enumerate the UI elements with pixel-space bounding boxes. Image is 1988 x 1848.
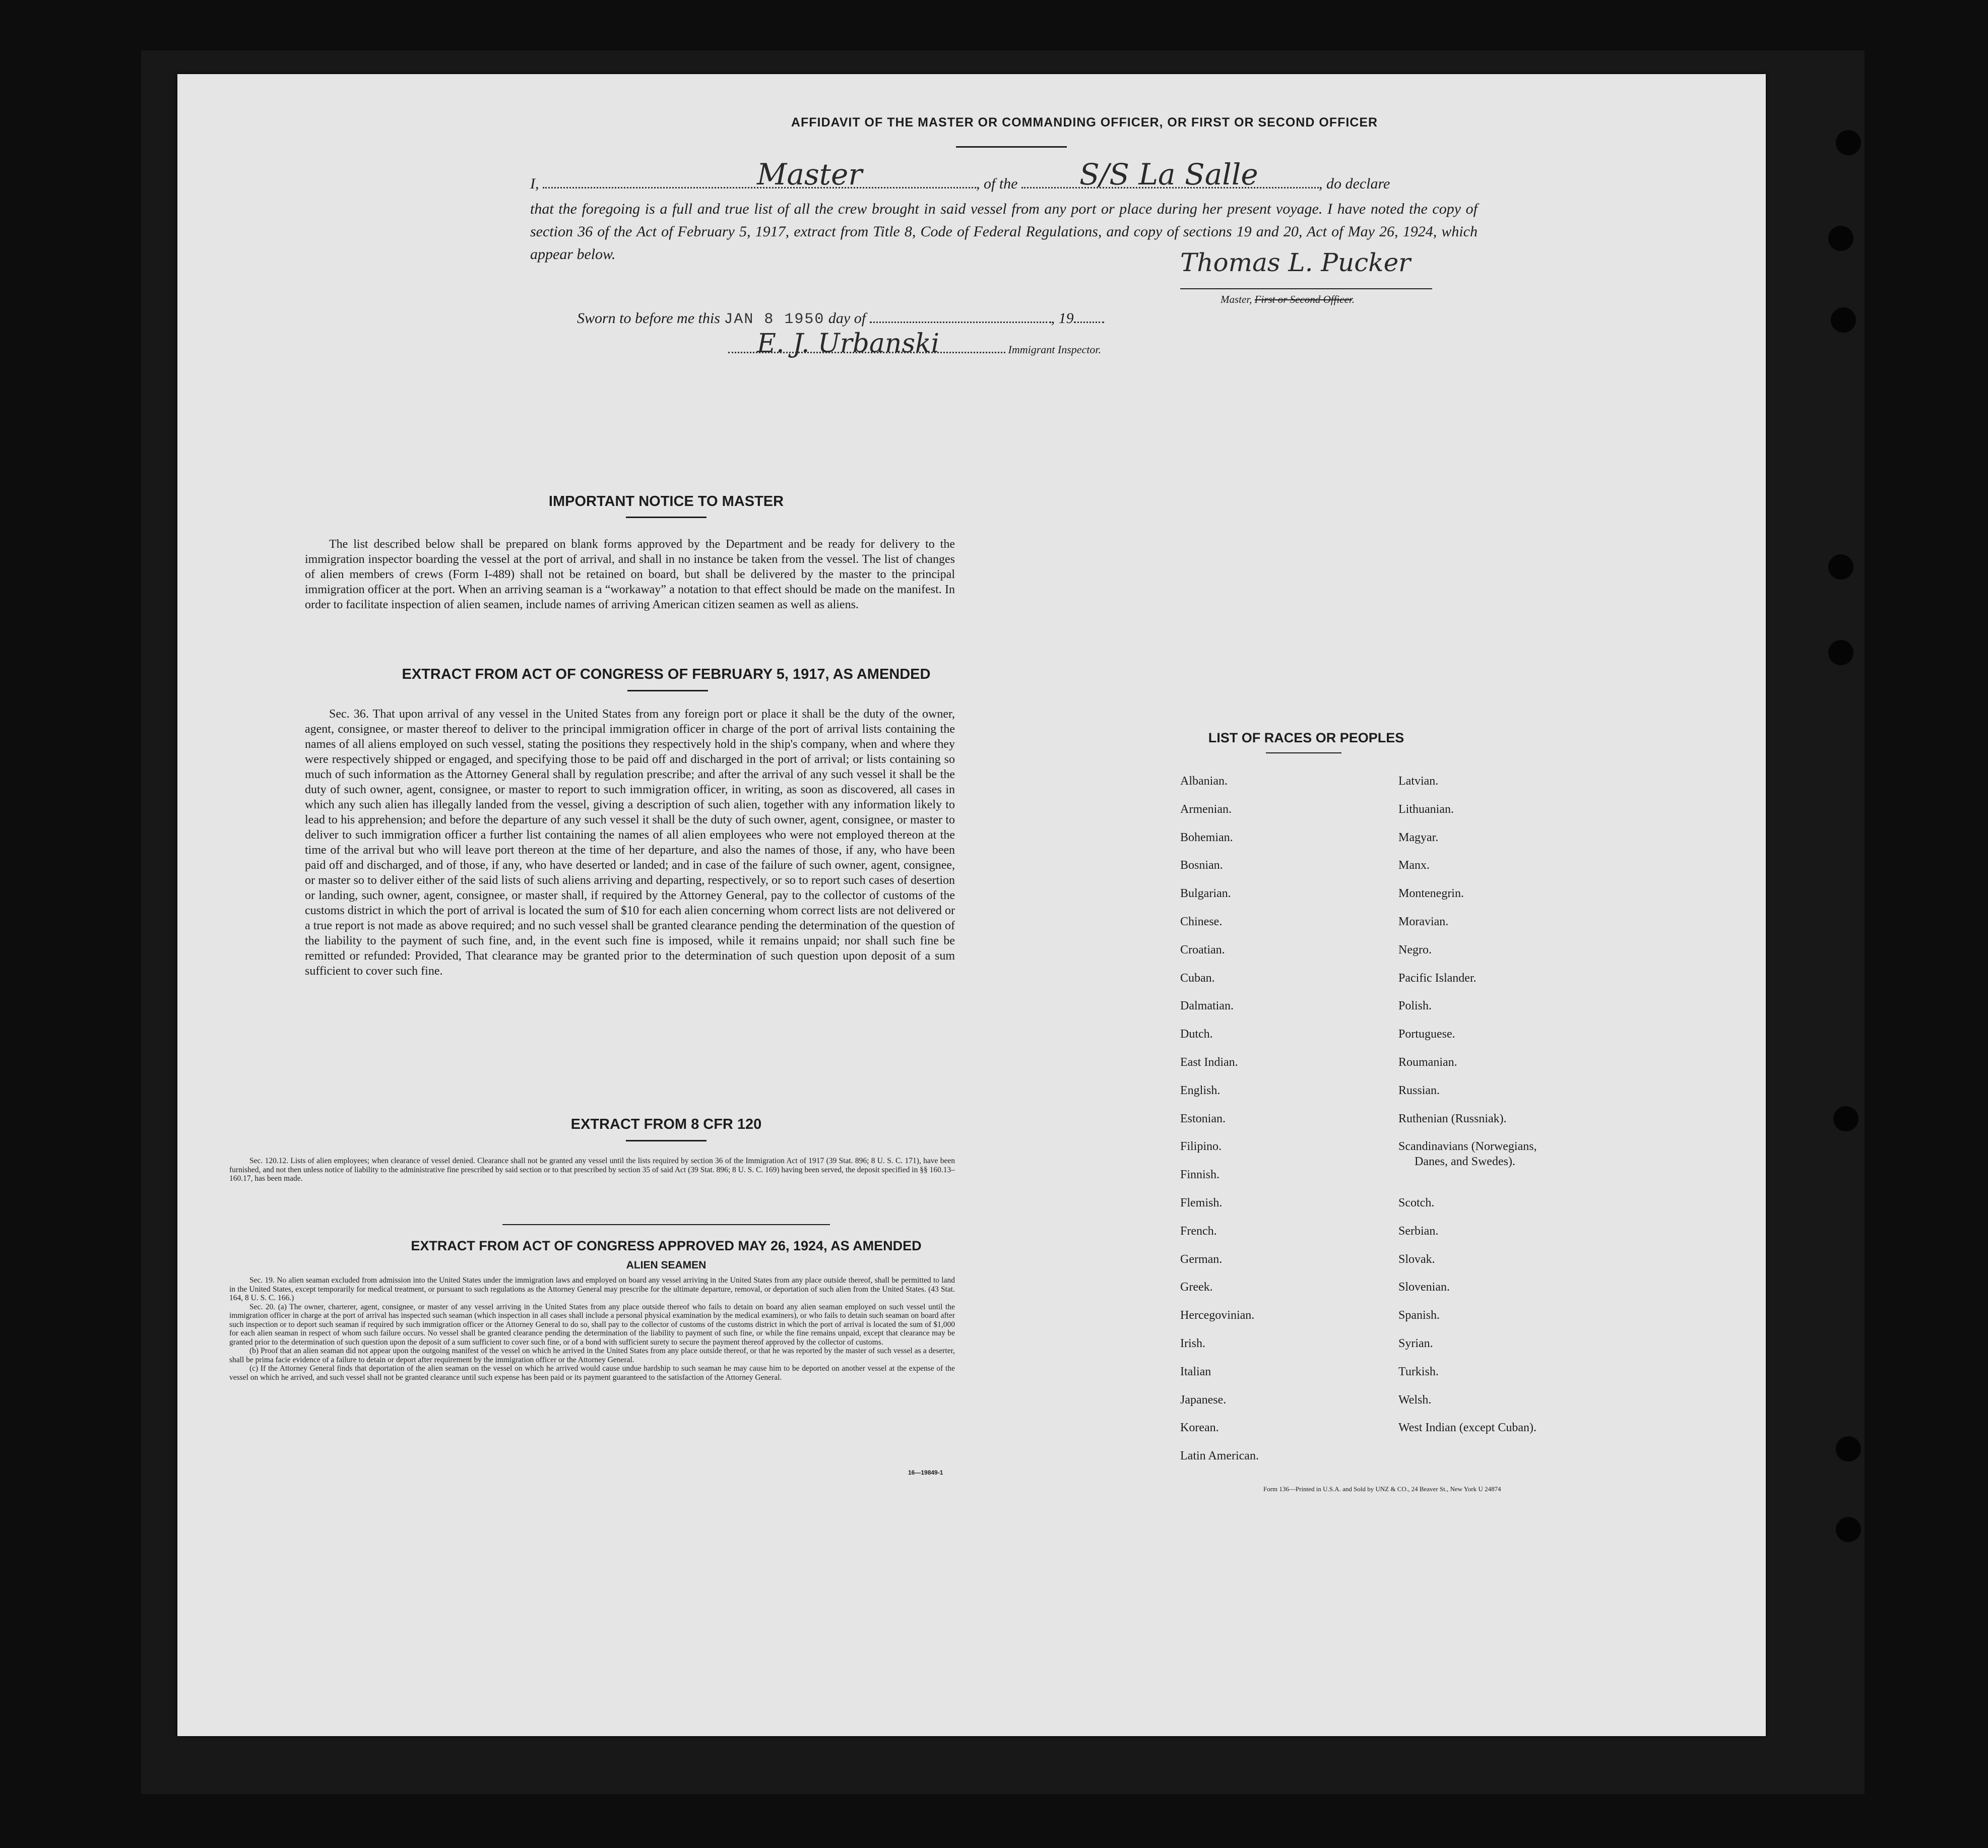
- do-declare-text: , do declare: [1319, 175, 1390, 192]
- race-item: Italian: [1180, 1365, 1211, 1378]
- punch-hole: [1836, 130, 1861, 155]
- race-item: Welsh.: [1398, 1393, 1432, 1407]
- race-item: Danes, and Swedes).: [1415, 1155, 1515, 1169]
- race-item: Bosnian.: [1180, 859, 1223, 872]
- race-item: Moravian.: [1398, 915, 1449, 928]
- race-item: Finnish.: [1180, 1168, 1220, 1182]
- race-item: Chinese.: [1180, 915, 1223, 928]
- race-item: Cuban.: [1180, 971, 1215, 985]
- race-item: Syrian.: [1398, 1337, 1433, 1350]
- punch-hole: [1836, 1517, 1861, 1542]
- race-item: Flemish.: [1180, 1196, 1223, 1209]
- race-item: English.: [1180, 1084, 1221, 1097]
- race-item: Slovak.: [1398, 1252, 1435, 1266]
- race-item: Slovenian.: [1398, 1281, 1450, 1294]
- race-item: Lithuanian.: [1398, 802, 1454, 816]
- race-item: Croatian.: [1180, 943, 1225, 957]
- month-blank: [870, 309, 1051, 323]
- extract-1924-top-rule: [502, 1224, 830, 1225]
- races-rule: [1266, 752, 1341, 753]
- punch-hole: [1833, 1106, 1858, 1131]
- races-title: LIST OF RACES OR PEOPLES: [1208, 730, 1404, 745]
- master-signature: Thomas L. Pucker: [1180, 248, 1411, 277]
- extract-1924-sections: [229, 1276, 955, 1382]
- sworn-line: [577, 309, 1104, 328]
- sworn-day-of: day of: [828, 310, 866, 327]
- race-item: Dutch.: [1180, 1028, 1213, 1041]
- race-item: Polish.: [1398, 999, 1432, 1013]
- extract-1924-subtitle: ALIEN SEAMEN: [626, 1259, 707, 1271]
- race-item: Filipino.: [1180, 1140, 1222, 1154]
- title-rule: [956, 146, 1067, 148]
- inspector-caption: Immigrant Inspector.: [1008, 343, 1102, 356]
- notice-body: The list described below shall be prepared on blank forms approved by the Department and be ready for delivery to the immigration inspector boarding the vessel at the port of arrival, and shall in no instance be taken from the vessel. The list of changes of alien members of crews (Form I-489) shall not be retained on board, but shall be delivered by the master to the principal immigration officer at the port. When an arriving seaman is a “workaway” a notation to that effect should be made on the manifest. In order to facilitate inspection of alien seamen, include names of arriving American citizen seamen as well as aliens.: [305, 538, 955, 611]
- form-note: Form 136—Printed in U.S.A. and Sold by UNZ & CO., 24 Beaver St., New York U 24874: [1263, 1485, 1501, 1493]
- race-item: Korean.: [1180, 1421, 1219, 1435]
- punch-hole: [1828, 226, 1853, 251]
- extract-1924-title: EXTRACT FROM ACT OF CONGRESS APPROVED MAY 26, 1924, AS AMENDED: [411, 1238, 922, 1253]
- race-item: Roumanian.: [1398, 1056, 1457, 1069]
- notice-title: IMPORTANT NOTICE TO MASTER: [548, 493, 784, 509]
- punch-hole: [1828, 554, 1853, 580]
- punch-hole: [1828, 640, 1853, 665]
- extract-1917-rule: [627, 690, 708, 691]
- sec-20c: (c) If the Attorney General finds that deportation of the alien seaman on the vessel on which he arrived would cause undue hardship to such seaman he may cause him to be deported on another vessel at the expense of the vessel on which he arrived, and such vessel shall not be granted clearance until such expense has been paid or its payment guaranteed to the satisfaction of the Attorney General.: [229, 1364, 955, 1382]
- race-item: Turkish.: [1398, 1365, 1439, 1378]
- race-item: Armenian.: [1180, 802, 1232, 816]
- declaration-i: I,: [530, 175, 539, 192]
- race-item: Scandinavians (Norwegians,: [1398, 1140, 1537, 1154]
- race-item: Manx.: [1398, 859, 1430, 872]
- document-page: [177, 74, 1766, 1736]
- extract-1917-body: Sec. 36. That upon arrival of any vessel in the United States from any foreign port or place it shall be the duty of the owner, agent, consignee, or master thereof to deliver to the principal immigration officer in charge of the port of arrival lists containing the names of all aliens employed on such vessel, stating the positions they respectively hold in the ship's company, when and where they were respectively shipped or engaged, and specifying those to be paid off and discharged in the port of arrival; or lists containing so much of such information as the Attorney General shall by regulation prescribe; and after the arrival of any such vessel it shall be the duty of such owner, agent, consignee, or master to report to such immigration officer, in writing, as soon as discovered, all cases in which any such alien has illegally landed from the vessel, giving a description of such alien, together with any information likely to lead to his apprehension; and before the departure of any such vessel it shall be the duty of such owner, agent, consignee, or master to deliver to such immigration officer a further list containing the names of all alien employees who were not employed thereon at the time of the arrival but who will leave port thereon at the time of her departure, and also the names of those, if any, who have been paid off and discharged, and of those, if any, who have deserted or landed; and in case of the failure of such owner, agent, consignee, or master so to deliver either of the said lists of such aliens arriving and departing, respectively, or so to report such cases of desertion or landing, such owner, agent, consignee, or master shall, if required by the Attorney General, pay to the collector of customs of the customs district in which the port of arrival is located the sum of $10 for each alien concerning whom correct lists are not delivered or a true report is not made as above required; and no such vessel shall be granted clearance pending the determination of the question of the liability to the payment of such fine, and, in the event such fine is imposed, while it remains unpaid; nor shall such fine be remitted or refunded: Provided, That clearance may be granted prior to the determination of such question upon deposit of a sum sufficient to cover such fine.: [305, 708, 955, 978]
- race-item: Albanian.: [1180, 775, 1228, 788]
- extract-cfr-title: EXTRACT FROM 8 CFR 120: [570, 1116, 762, 1132]
- sworn-prefix: Sworn to before me this: [577, 310, 720, 327]
- signature-rule: [1180, 288, 1432, 289]
- race-item: Dalmatian.: [1180, 999, 1234, 1013]
- inspector-signature: E. J. Urbanski: [757, 329, 940, 359]
- inspector-blank: [728, 340, 1005, 353]
- race-item: Latin American.: [1180, 1449, 1259, 1463]
- race-item: Spanish.: [1398, 1309, 1440, 1322]
- signature-caption: [1221, 293, 1355, 306]
- caption-master: Master,: [1221, 293, 1255, 305]
- print-code: 16—19849-1: [908, 1469, 943, 1476]
- extract-1917-title: EXTRACT FROM ACT OF CONGRESS OF FEBRUARY 5, 1917, AS AMENDED: [402, 666, 931, 682]
- race-item: Estonian.: [1180, 1112, 1226, 1125]
- date-stamp: JAN 8 1950: [724, 311, 825, 328]
- vessel-handwritten: S/S La Salle: [1079, 157, 1258, 192]
- race-item: Scotch.: [1398, 1196, 1435, 1209]
- race-item: Bohemian.: [1180, 831, 1233, 844]
- master-handwritten: Master: [757, 157, 863, 192]
- sworn-year: , 19: [1051, 310, 1074, 327]
- race-item: West Indian (except Cuban).: [1398, 1421, 1536, 1435]
- caption-period: .: [1352, 293, 1355, 305]
- race-item: Negro.: [1398, 943, 1432, 957]
- race-item: Latvian.: [1398, 775, 1439, 788]
- declaration-body: that the foregoing is a full and true list of all the crew brought in said vessel from any port or place during her present voyage. I have noted the copy of section 36 of the Act of February 5, 1917, extract from Title 8, Code of Federal Regulations, and copy of sections 19 and 20, Act of May 26, 1924, which appear below.: [530, 201, 1478, 263]
- race-item: Irish.: [1180, 1337, 1205, 1350]
- race-item: Pacific Islander.: [1398, 971, 1477, 985]
- extract-cfr-rule: [626, 1140, 707, 1141]
- race-item: Greek.: [1180, 1281, 1213, 1294]
- race-item: Hercegovinian.: [1180, 1309, 1255, 1322]
- inspector-line: [728, 340, 1101, 356]
- race-item: East Indian.: [1180, 1056, 1238, 1069]
- race-item: Russian.: [1398, 1084, 1440, 1097]
- of-the-text: , of the: [976, 175, 1018, 192]
- race-item: German.: [1180, 1252, 1223, 1266]
- extract-cfr-body: Sec. 120.12. Lists of alien employees; when clearance of vessel denied. Clearance shall not be granted any vessel until the lists required by section 36 of the Immigration Act of 1917 (39 Stat. 896; 8 U. S. C. 171), have been furnished, and not then unless notice of liability to the administrative fine prescribed by said section or to that prescribed by section 35 of said Act (39 Stat. 896; 8 U. S. C. 169) having been served, the deposit specified in §§ 160.13–160.17, has been made.: [229, 1157, 955, 1183]
- punch-hole: [1836, 1436, 1861, 1461]
- sec-20b: (b) Proof that an alien seaman did not appear upon the outgoing manifest of the vessel on which he arrived in the United States from any place outside thereof, or that he was reported by the master of such vessel as a deserter, shall be prima facie evidence of a failure to detain or deport after requirement by the immigration officer or the Attorney General.: [229, 1347, 955, 1364]
- race-item: Japanese.: [1180, 1393, 1227, 1407]
- race-item: Portuguese.: [1398, 1028, 1455, 1041]
- declaration-line: [530, 175, 1478, 193]
- caption-struck-officer: First or Second Officer: [1254, 293, 1352, 305]
- notice-rule: [626, 517, 707, 518]
- race-item: Montenegrin.: [1398, 887, 1464, 901]
- affidavit-title: AFFIDAVIT OF THE MASTER OR COMMANDING OFFICER, OR FIRST OR SECOND OFFICER: [791, 115, 1378, 130]
- race-item: Ruthenian (Russniak).: [1398, 1112, 1507, 1125]
- race-item: Magyar.: [1398, 831, 1439, 844]
- race-item: Serbian.: [1398, 1224, 1439, 1238]
- year-blank: [1074, 309, 1104, 323]
- race-item: Bulgarian.: [1180, 887, 1231, 901]
- sec-20a: Sec. 20. (a) The owner, charterer, agent, consignee, or master of any vessel arriving in the United States from any place outside thereof who fails to detain on board any alien seaman employed on such vessel until the immigration officer in charge at the port of arrival has inspected such seaman (which inspection in all cases shall include a personal physical examination by the medical examiners), or who fails to detain such seaman on board after such inspection or to deport such seaman if required by such immigration officer or the Attorney General to do so, shall pay to the collector of customs of the customs district in which the port of arrival is located the sum of $1,000 for each alien seaman in respect of whom such failure occurs. No vessel shall be granted clearance pending the determination of the liability to payment of such fine, or while the fine remains unpaid, except that clearance may be granted prior to the determination of such question upon the deposit of a sum sufficient to cover such fine, or of a bond with sufficient surety to secure the payment thereof approved by the collector of customs.: [229, 1302, 955, 1347]
- sec-19: Sec. 19. No alien seaman excluded from admission into the United States under the immigration laws and employed on board any vessel arriving in the United States from any place outside thereof, shall be permitted to land in the United States, except temporarily for medical treatment, or pursuant to such regulations as the Attorney General may prescribe for the ultimate departure, removal, or deportation of such alien from the United States. (43 Stat. 164, 8 U. S. C. 166.): [229, 1276, 955, 1302]
- race-item: French.: [1180, 1224, 1217, 1238]
- punch-hole: [1831, 307, 1856, 333]
